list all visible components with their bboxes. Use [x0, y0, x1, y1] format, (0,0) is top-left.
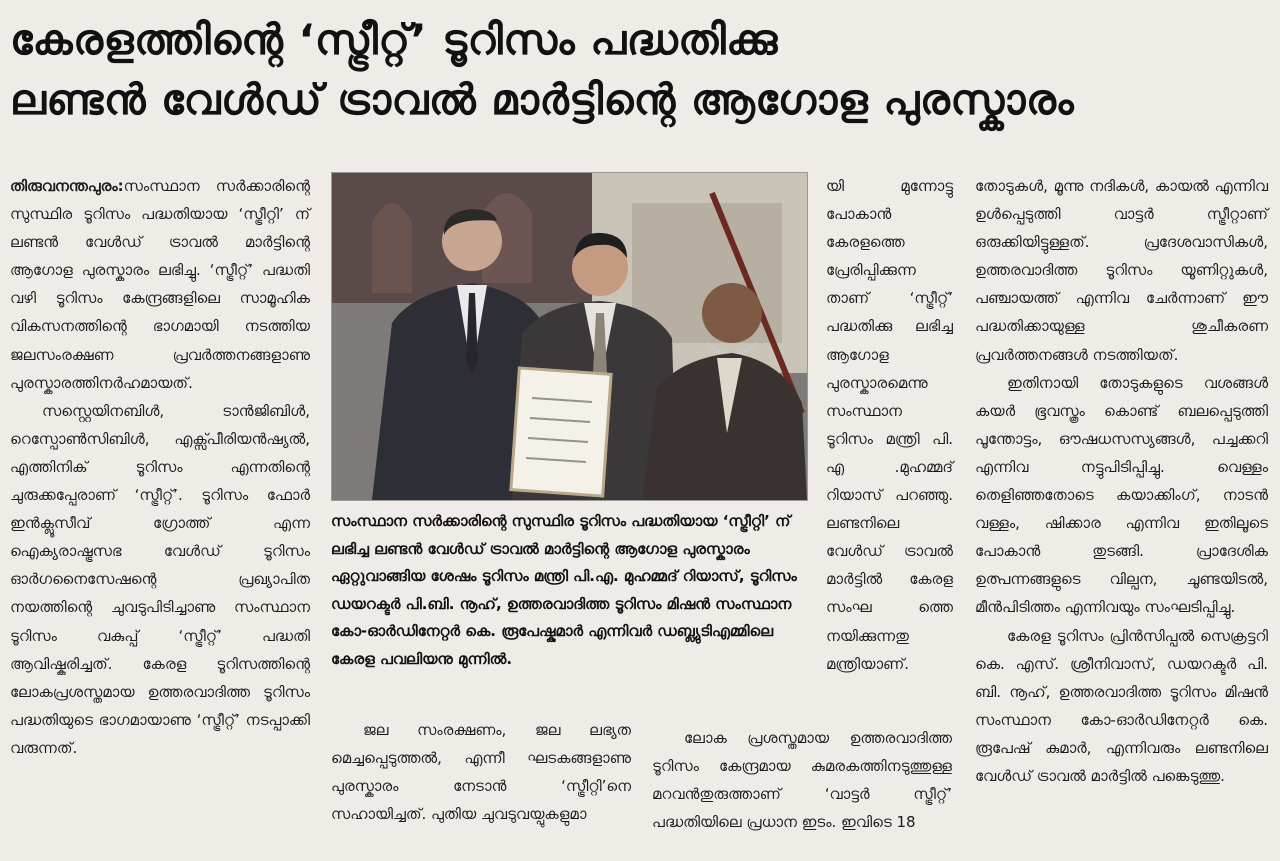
headline-line-2: ലണ്ടൻ വേൾഡ് ട്രാവൽ മാർട്ടിന്റെ ആഗോള പുരസ്കാരം: [10, 75, 1075, 124]
column-1-paragraph-2: സസ്റ്റെയിനബിൾ, ടാൻജിബിൾ, റെസ്പോൺസിബിൾ, എക്സ്പീരിയൻഷ്യൽ, എത്തിനിക് ടൂറിസം എന്നതിന്റെ ചുരുക്കപ്പേരാണ് ‘സ്ട്രീറ്റ്’. ടൂറിസം ഫോർ ഇൻക്ലൂസീവ് ഗ്രോത്ത് എന്ന ഐക്യരാഷ്ട്രസഭ വേൾഡ് ടൂറിസം ഓർഗനൈസേഷന്റെ പ്രഖ്യാപിത നയത്തിന്റെ ചുവടുപിടിച്ചാണു സംസ്ഥാന ടൂറിസം വകുപ്പ് ‘സ്ട്രീറ്റ്’ പദ്ധതി ആവിഷ്കരിച്ചത്. കേരള ടൂറിസത്തിന്റെ ലോകപ്രശസ്തമായ ഉത്തരവാദിത്ത ടൂറിസം പദ്ധതിയുടെ ഭാഗമായാണു ‘സ്ട്രീറ്റ്’ നടപ്പാക്കി വരുന്നത്.: [10, 401, 310, 757]
headline-line-1: കേരളത്തിന്റെ ‘സ്ട്രീറ്റ്’ ടൂറിസം പദ്ധതിക്കു: [10, 15, 778, 64]
column-4: [975, 172, 1268, 790]
column-3-top: യി മുന്നോട്ടു പോകാൻ കേരളത്തെ പ്രേരിപ്പിക്കുന്ന താണ് ‘സ്ട്രീറ്റ്’ പദ്ധതിക്കു ലഭിച്ച ആഗോള പുരസ്കാരമെന്നു സംസ്ഥാന ടൂറിസം മന്ത്രി പി. എ .മുഹമ്മദ് റിയാസ് പറഞ്ഞു. ലണ്ടനിലെ വേൾഡ് ട്രാവൽ മാർട്ടിൽ കേരള സംഘ ത്തെ നയിക്കുന്നതു മന്ത്രിയാണ്.: [826, 177, 953, 673]
column-1-paragraph-1: [10, 172, 310, 397]
award-photo: [331, 172, 808, 501]
headline: [10, 10, 1270, 130]
award-photo-illustration: [332, 173, 807, 500]
column-1-text-1: സംസ്ഥാന സർക്കാരിന്റെ സുസ്ഥിര ടൂറിസം പദ്ധതിയായ ‘സ്ട്രീറ്റി’ ന് ലണ്ടൻ വേൾഡ് ട്രാവൽ മാർട്ടിന്റെ ആഗോള പുരസ്കാരം ലഭിച്ചു. ‘സ്ട്രീറ്റ്’ പദ്ധതി വഴി ടൂറിസം കേന്ദ്രങ്ങളിലെ സാമൂഹിക വികസനത്തിന്റെ ഭാഗമായി നടത്തിയ ജലസംരക്ഷണ പ്രവർത്തനങ്ങളാണു പുരസ്കാരത്തിനർഹമായത്.: [10, 177, 310, 392]
column-2-bottom: ജല സംരക്ഷണം, ജല ലഭ്യത മെച്ചപ്പെടുത്തൽ, എന്നീ ഘടകങ്ങളാണു പുരസ്കാരം നേടാൻ ‘സ്ട്രീറ്റി’നെ സഹായിച്ചത്. പുതിയ ചുവടുവയ്പുകളുമാ: [331, 721, 631, 824]
column-4-paragraph-2: ഇതിനായി തോടുകളുടെ വശങ്ങൾ കയർ ഭൂവസ്ത്രം കൊണ്ട് ബലപ്പെടുത്തി പൂന്തോട്ടം, ഔഷധസസ്യങ്ങൾ, പച്ചക്കറി എന്നിവ നട്ടുപിടിപ്പിച്ചു. വെള്ളം തെളിഞ്ഞതോടെ കയാക്കിംഗ്, നാടൻ വള്ളം, ഷിക്കാര എന്നിവ ഇതിലൂടെ പോകാൻ തുടങ്ങി. പ്രാദേശിക ഉത്പന്നങ്ങളുടെ വില്പന, ചൂണ്ടയിടൽ, മീൻപിടിത്തം എന്നിവയും സംഘടിപ്പിച്ചു.: [975, 373, 1268, 617]
column-3-bottom: ലോക പ്രശസ്തമായ ഉത്തരവാദിത്ത ടൂറിസം കേന്ദ്രമായ കുമരകത്തിനടുത്തുള്ള മറവൻതുരുത്താണ് ‘വാട്ടർ സ്ട്രീറ്റ്’ പദ്ധതിയിലെ പ്രധാന ഇടം. ഇവിടെ 18: [652, 729, 952, 832]
dateline: തിരുവനന്തപുരം:: [10, 177, 124, 195]
column-4-paragraph-3: കേരള ടൂറിസം പ്രിൻസിപ്പൽ സെക്രട്ടറി കെ. എസ്. ശ്രീനിവാസ്, ഡയറക്ടർ പി. ബി. നൂഹ്, ഉത്തരവാദിത്ത ടൂറിസം മിഷൻ സംസ്ഥാന കോ-ഓർഡിനേറ്റർ കെ. രൂപേഷ് കുമാർ, എന്നിവരും ലണ്ടനിലെ വേൾഡ് ട്രാവൽ മാർട്ടിൽ പങ്കെടുത്തു.: [975, 626, 1268, 785]
column-4-paragraph-1: തോടുകൾ, മൂന്നു നദികൾ, കായൽ എന്നിവ ഉൾപ്പെടുത്തി വാട്ടർ സ്ട്രീറ്റാണ് ഒരുക്കിയിട്ടുള്ളത്. പ്രദേശവാസികൾ, ഉത്തരവാദിത്ത ടൂറിസം യൂണിറ്റുകൾ, പഞ്ചായത്ത് എന്നിവ ചേർന്നാണ് ഈ പദ്ധതിക്കായുള്ള ശുചീകരണ പ്രവർത്തനങ്ങൾ നടത്തിയത്.: [975, 177, 1268, 364]
column-1: [10, 172, 310, 762]
photo-caption: സംസ്ഥാന സർക്കാരിന്റെ സുസ്ഥിര ടൂറിസം പദ്ധതിയായ ‘സ്ട്രീറ്റി’ ന് ലഭിച്ച ലണ്ടൻ വേൾഡ് ട്രാവൽ മാർട്ടിന്റെ ആഗോള പുരസ്കാരം ഏറ്റുവാങ്ങിയ ശേഷം ടൂറിസം മന്ത്രി പി.എ. മുഹമ്മദ് റിയാസ്, ടൂറിസം ഡയറക്ടർ പി.ബി. നൂഹ്, ഉത്തരവാദിത്ത ടൂറിസം മിഷൻ സംസ്ഥാന കോ-ഓർഡിനേറ്റർ കെ. രൂപേഷ്കുമാർ എന്നിവർ ഡബ്ല്യുടിഎമ്മിലെ കേരള പവലിയനു മുന്നിൽ.: [331, 512, 797, 668]
